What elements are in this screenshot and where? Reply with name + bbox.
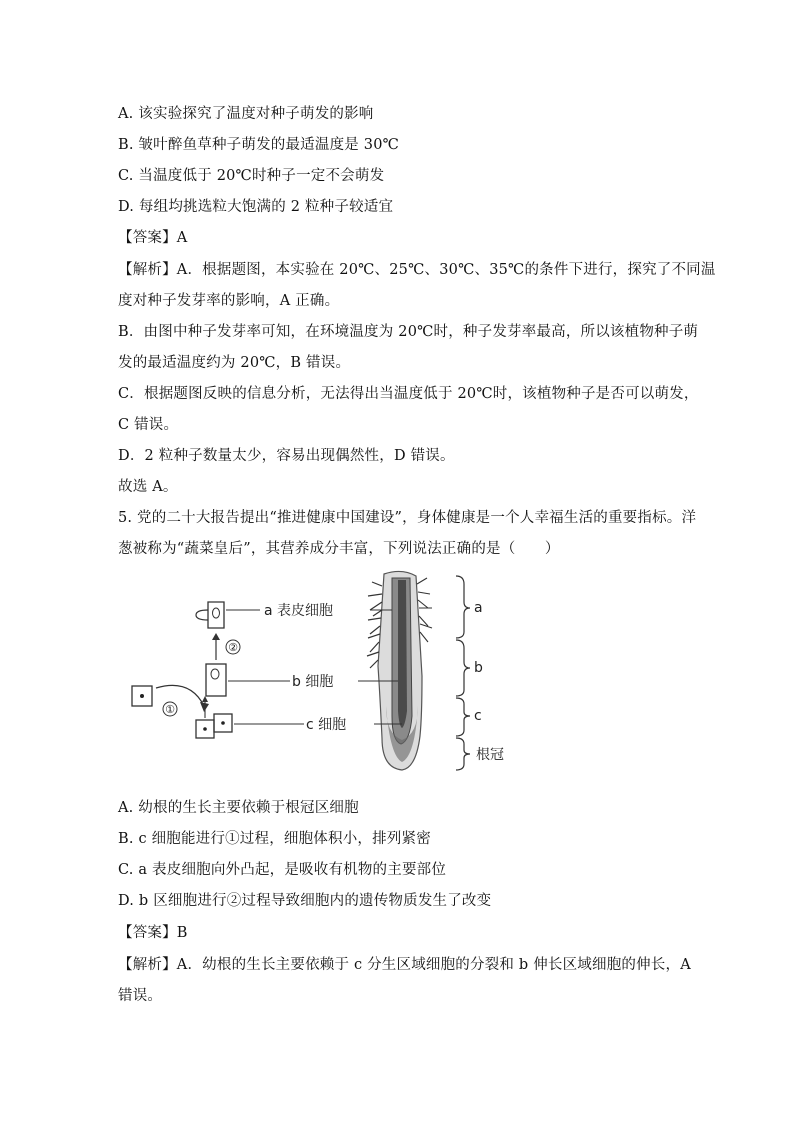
q5-option-b: B. c 细胞能进行①过程，细胞体积小，排列紧密 bbox=[118, 831, 431, 847]
q4-analysis-line: C．根据题图反映的信息分析，无法得出当温度低于 20℃时，该植物种子是否可以萌发， bbox=[118, 386, 699, 402]
b-cell-label: b 细胞 bbox=[292, 674, 334, 690]
root-cap-label: 根冠 bbox=[476, 747, 504, 763]
q4-option-c: C. 当温度低于 20℃时种子一定不会萌发 bbox=[118, 168, 385, 184]
q4-analysis-line: 【解析】A．根据题图，本实验在 20℃、25℃、30℃、35℃的条件下进行，探究了不同温 bbox=[118, 262, 716, 278]
q5-option-d: D. b 区细胞进行②过程导致细胞内的遗传物质发生了改变 bbox=[118, 893, 492, 909]
q4-option-d: D. 每组均挑选粒大饱满的 2 粒种子较适宜 bbox=[118, 199, 394, 215]
c-cell-label: c 细胞 bbox=[306, 717, 347, 733]
q5-option-a: A. 幼根的生长主要依赖于根冠区细胞 bbox=[118, 800, 359, 816]
q5-analysis-line: 【解析】A．幼根的生长主要依赖于 c 分生区域细胞的分裂和 b 伸长区域细胞的伸长，A bbox=[118, 957, 691, 973]
q5-stem-line: 葱被称为“蔬菜皇后”，其营养成分丰富，下列说法正确的是（ ） bbox=[118, 541, 560, 557]
q5-analysis-line: 错误。 bbox=[118, 988, 163, 1004]
q4-analysis-line: 度对种子发芽率的影响，A 正确。 bbox=[118, 293, 340, 309]
zone-a-label: a bbox=[474, 600, 483, 616]
zone-c-label: c bbox=[474, 708, 482, 724]
q4-option-a: A. 该实验探究了温度对种子萌发的影响 bbox=[118, 106, 374, 122]
q5-answer: 【答案】B bbox=[118, 925, 188, 941]
root-tip-figure bbox=[120, 566, 520, 776]
q5-stem-line: 5. 党的二十大报告提出“推进健康中国建设”，身体健康是一个人幸福生活的重要指标。洋 bbox=[118, 510, 697, 526]
zone-b-label: b bbox=[474, 660, 483, 676]
q5-option-c: C. a 表皮细胞向外凸起，是吸收有机物的主要部位 bbox=[118, 862, 447, 878]
q4-analysis-line: B．由图中种子发芽率可知，在环境温度为 20℃时，种子发芽率最高，所以该植物种子萌 bbox=[118, 324, 699, 340]
q4-analysis-line: C 错误。 bbox=[118, 417, 179, 433]
q4-analysis-line: D．2 粒种子数量太少，容易出现偶然性，D 错误。 bbox=[118, 448, 455, 464]
a-cell-label: a 表皮细胞 bbox=[264, 603, 334, 619]
q4-analysis-line: 故选 A。 bbox=[118, 479, 178, 495]
q4-analysis-line: 发的最适温度约为 20℃，B 错误。 bbox=[118, 355, 351, 371]
root-tip-diagram bbox=[120, 566, 520, 776]
q4-option-b: B. 皱叶醉鱼草种子萌发的最适温度是 30℃ bbox=[118, 137, 400, 153]
zone-braces bbox=[456, 576, 470, 770]
q4-answer: 【答案】A bbox=[118, 230, 188, 246]
root-tip-drawing bbox=[358, 571, 432, 770]
process-2-label: ② bbox=[228, 641, 238, 654]
a-epidermal-cell-icon bbox=[208, 602, 224, 628]
process-1-label: ① bbox=[165, 703, 175, 716]
